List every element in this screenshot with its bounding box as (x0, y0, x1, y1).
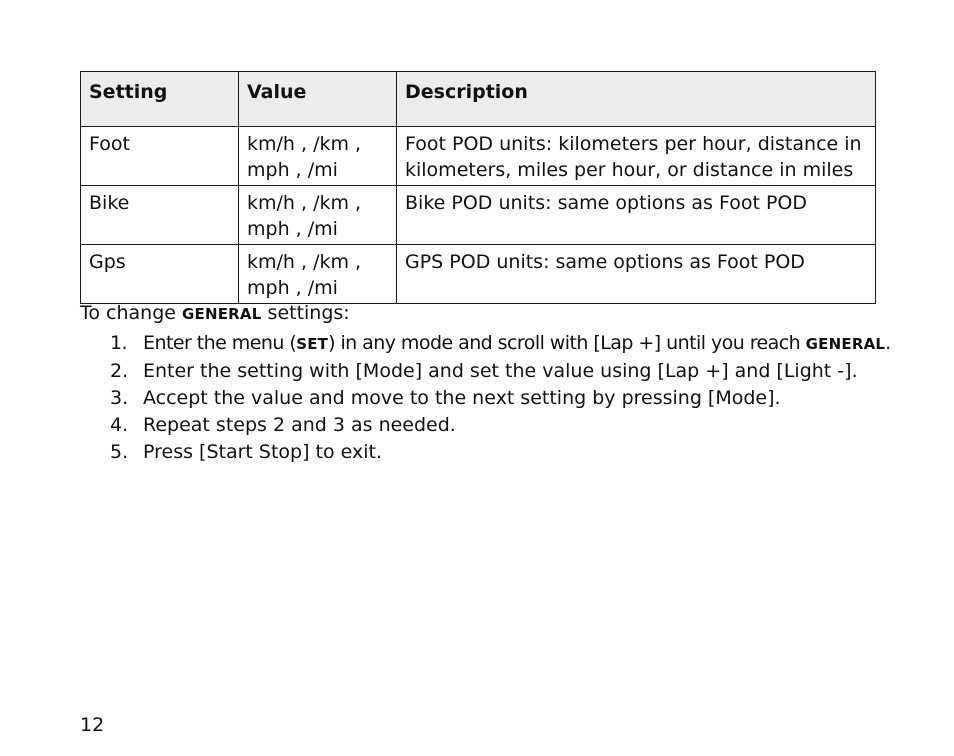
list-item (110, 358, 891, 385)
header-setting: Setting (81, 72, 239, 127)
step-text: Press [Start Stop] to exit. (143, 441, 383, 463)
step-number: 4. (110, 414, 129, 436)
setting-cell: Bike (81, 186, 239, 245)
table-row (81, 186, 876, 245)
step-number: 3. (110, 387, 129, 409)
list-item (110, 439, 891, 466)
set-keyword: SET (296, 335, 329, 353)
description-cell: Foot POD units: kilometers per hour, distance in kilometers, miles per hour, or distance in miles (397, 127, 876, 186)
description-cell: Bike POD units: same options as Foot POD (397, 186, 876, 245)
settings-table (80, 71, 876, 304)
step-text: Accept the value and move to the next setting by pressing [Mode]. (143, 387, 781, 409)
step-number: 5. (110, 441, 129, 463)
value-cell: km/h , /km , mph , /mi (239, 186, 397, 245)
header-description: Description (397, 72, 876, 127)
table-row (81, 245, 876, 304)
list-item (110, 385, 891, 412)
instructions-intro (80, 300, 350, 327)
list-item (110, 330, 891, 358)
value-cell: km/h , /km , mph , /mi (239, 245, 397, 304)
value-cell: km/h , /km , mph , /mi (239, 127, 397, 186)
intro-suffix: settings: (261, 302, 350, 324)
steps-list (110, 330, 891, 466)
step-text: . (885, 332, 891, 354)
table-header-row (81, 72, 876, 127)
setting-cell: Gps (81, 245, 239, 304)
step-number: 1. (110, 332, 128, 354)
list-item (110, 412, 891, 439)
header-value: Value (239, 72, 397, 127)
step-number: 2. (110, 360, 129, 382)
table-row (81, 127, 876, 186)
description-cell: GPS POD units: same options as Foot POD (397, 245, 876, 304)
setting-cell: Foot (81, 127, 239, 186)
step-text: Enter the menu ( (143, 332, 297, 354)
step-text: ) in any mode and scroll with [Lap +] until you reach (328, 332, 806, 354)
step-text: Enter the setting with [Mode] and set the value using [Lap +] and [Light -]. (143, 360, 858, 382)
general-keyword: GENERAL (805, 335, 886, 353)
step-text: Repeat steps 2 and 3 as needed. (143, 414, 456, 436)
intro-prefix: To change (80, 302, 183, 324)
general-keyword: GENERAL (182, 305, 262, 323)
page-number: 12 (80, 714, 105, 736)
